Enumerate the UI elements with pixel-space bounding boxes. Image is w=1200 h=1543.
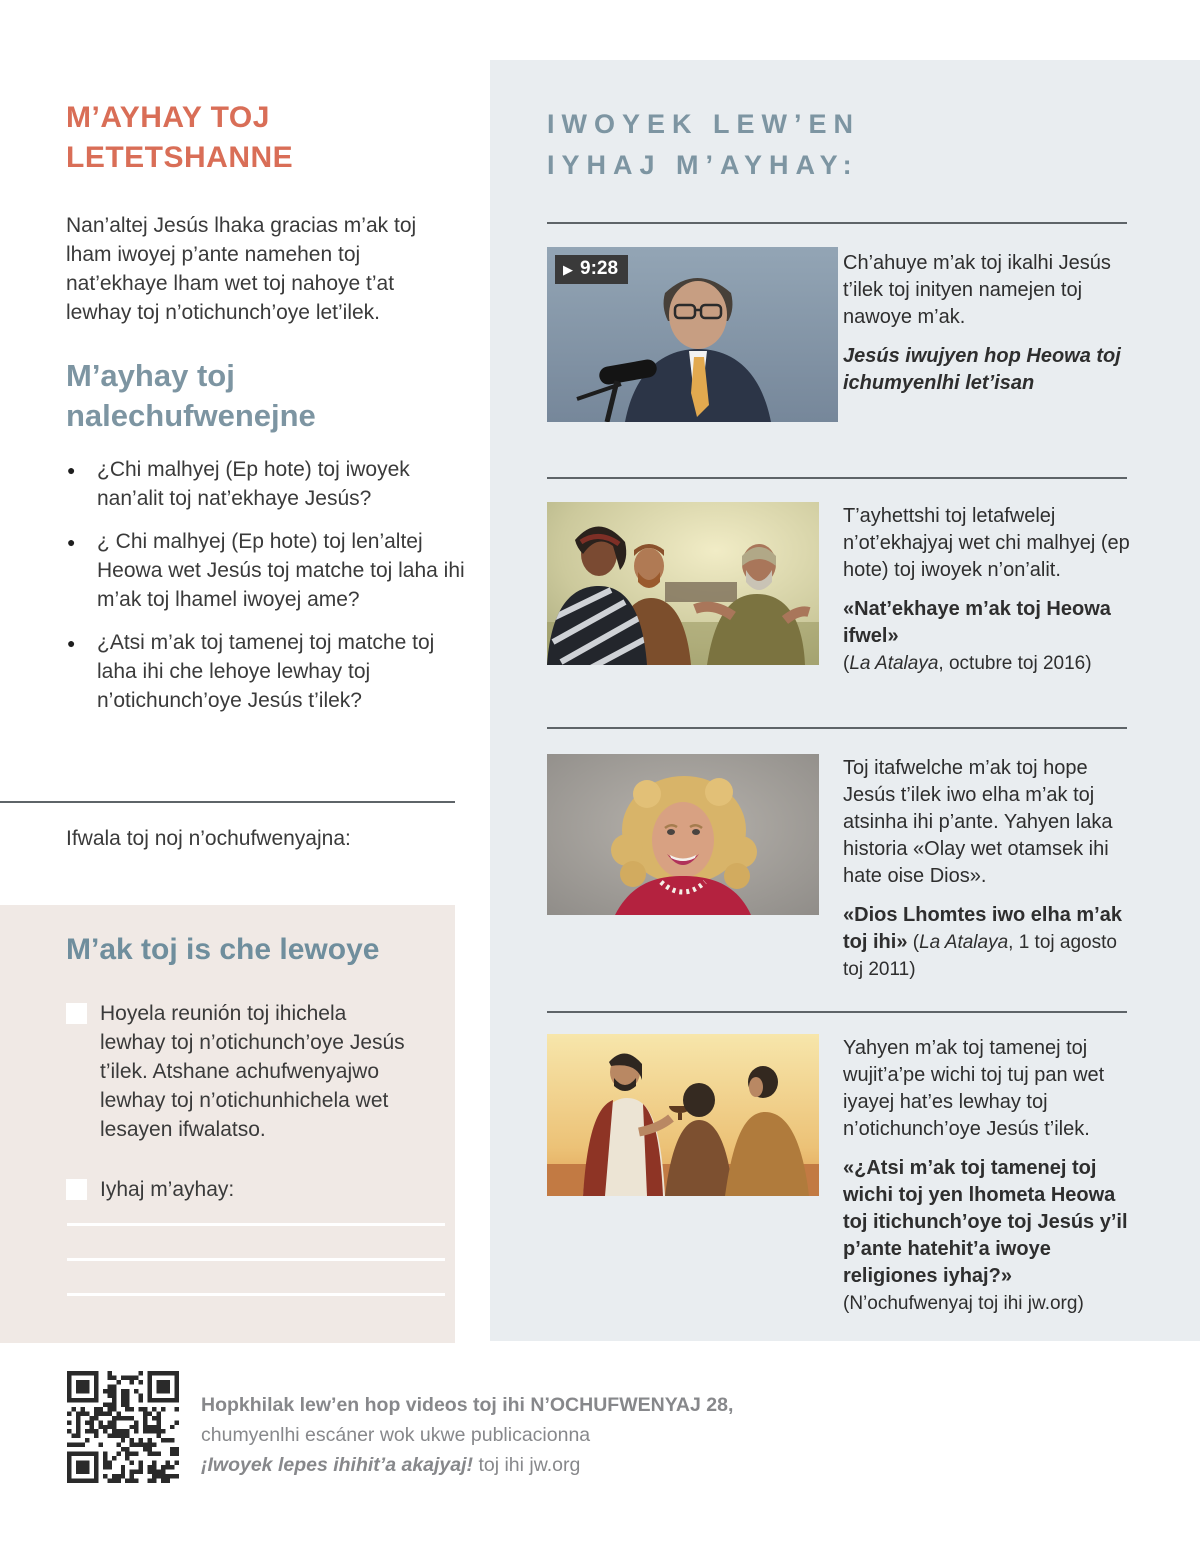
noah-illustration-image xyxy=(547,502,819,665)
media-panel-title xyxy=(547,104,860,186)
todo-box-title: M’ak toj is che lewoye xyxy=(66,933,380,966)
write-line[interactable] xyxy=(67,1293,445,1296)
video-duration: 9:28 xyxy=(580,258,619,279)
write-line[interactable] xyxy=(67,1223,445,1226)
media-panel-title-line1: IWOYEK LEW’EN xyxy=(547,109,860,139)
reference-title: «¿Atsi m’ak toj tamenej toj wichi toj yen lhometa Heowa toj itichunch’oye toj Jesús y’il p’ante hatehit’a iwoye religiones iyhaj?» xyxy=(843,1157,1128,1287)
todo-item xyxy=(66,999,414,1144)
left-divider xyxy=(0,801,455,803)
media-item-reference: Jesús iwujyen hop Heowa toj ichumyenlhi let’isan xyxy=(843,345,1121,394)
reference-source xyxy=(843,650,1139,677)
question-item: ● ¿Atsi m’ak toj tamenej toj matche toj laha ihi che lehoye lewhay toj n’otichunch’oye Jesús t’ilek? xyxy=(66,628,468,715)
todo-item-label: Hoyela reunión toj ihichela lewhay toj n’otichunch’oye Jesús t’ilek. Atshane achufwenyajwo lewhay toj n’otichunhichela wet lesayen ifwalatso. xyxy=(100,1002,405,1141)
video-thumbnail[interactable] xyxy=(547,247,838,422)
reference-source-pre: ( xyxy=(907,932,920,953)
panel-divider xyxy=(547,1011,1127,1013)
checkbox[interactable] xyxy=(66,1003,87,1024)
panel-divider xyxy=(547,477,1127,479)
jesus-breaking-bread-image xyxy=(547,1034,819,1196)
media-item-body: Toj itafwelche m’ak toj hope Jesús t’ilek iwo elha m’ak toj atsinha ihi p’ante. Yahyen laka historia «Olay wet otamsek ihi hate oise Dios». xyxy=(843,757,1113,887)
footer-line: Hopkhilak lew’en hop videos toj ihi N’OCHUFWENYAJ 28, xyxy=(201,1394,734,1416)
media-item-body: T’ayhettshi toj letafwelej n’ot’ekhajyaj wet chi malhyej (ep hote) toj iwoyek n’on’alit. xyxy=(843,505,1130,581)
reference-source-publication: La Atalaya xyxy=(849,653,939,674)
question-item: ● ¿Chi malhyej (Ep hote) toj iwoyek nan’alit toj nat’ekhaye Jesús? xyxy=(66,455,468,513)
intro-paragraph: Nan’altej Jesús lhaka gracias m’ak toj lham iwoyej p’ante namehen toj nat’ekhaye lham wet toj nahoye t’at lewhay toj n’otichunch’oye let’ilek. xyxy=(66,214,417,324)
todo-item-label: Iyhaj m’ayhay: xyxy=(100,1178,235,1201)
media-panel-title-line2: IYHAJ M’AYHAY: xyxy=(547,150,859,180)
footer-callout: ¡Iwoyek lepes ihihit’a akajyaj! xyxy=(201,1454,474,1476)
completion-date-label: Ifwala toj noj n’ochufwenyajna: xyxy=(66,827,351,850)
question-item: ● ¿ Chi malhyej (Ep hote) toj len’altej Heowa wet Jesús toj matche toj laha ihi m’ak toj lhamel iwoyej ame? xyxy=(66,527,468,614)
media-item-text xyxy=(843,755,1139,983)
footer-note xyxy=(201,1390,821,1480)
footer-url: toj ihi jw.org xyxy=(473,1454,581,1476)
questions-list xyxy=(66,455,468,729)
qr-code-image xyxy=(67,1371,179,1483)
checkbox[interactable] xyxy=(66,1179,87,1200)
media-item-reference xyxy=(843,902,1139,983)
video-duration-badge xyxy=(555,255,628,284)
media-item-body: Yahyen m’ak toj tamenej toj wujit’a’pe wichi toj tuj pan wet iyayej hat’es lewhay toj n’otichunch’oye Jesús t’ilek. xyxy=(843,1037,1105,1140)
reference-source-post: , 1 toj agosto toj 2011) xyxy=(843,932,1117,980)
media-item-text xyxy=(843,1035,1139,1317)
reference-source: (N’ochufwenyaj toj ihi jw.org) xyxy=(843,1293,1084,1314)
media-item-text xyxy=(843,250,1139,397)
footer-line: chumyenlhi escáner wok ukwe publicacionna xyxy=(201,1424,591,1446)
reference-title: «Nat’ekhaye m’ak toj Heowa ifwel» xyxy=(843,598,1111,647)
reference-source-pre: ( xyxy=(843,653,850,674)
media-panel xyxy=(490,60,1200,1341)
page-title: M’AYHAY TOJ LETETSHANNE xyxy=(66,101,294,174)
write-line[interactable] xyxy=(67,1258,445,1261)
article-thumbnail[interactable] xyxy=(547,754,819,915)
reference-source-publication: La Atalaya xyxy=(919,932,1009,953)
reference-source-post: , octubre toj 2016) xyxy=(938,653,1092,674)
todo-box xyxy=(0,905,455,1343)
panel-divider xyxy=(547,222,1127,224)
questions-heading: M’ayhay toj nalechufwenejne xyxy=(66,358,316,433)
media-item-body: Ch’ahuye m’ak toj ikalhi Jesús t’ilek toj inityen namejen toj nawoye m’ak. xyxy=(843,252,1111,328)
play-icon: ▶ xyxy=(563,261,573,277)
media-item-reference xyxy=(843,596,1139,677)
smiling-woman-photo-image xyxy=(547,754,819,915)
reference-title: «Dios Lhomtes iwo elha m’ak toj ihi» xyxy=(843,904,1122,953)
media-item-reference xyxy=(843,1155,1139,1317)
todo-item xyxy=(66,1175,414,1204)
article-thumbnail[interactable] xyxy=(547,502,819,665)
panel-divider xyxy=(547,727,1127,729)
qr-code xyxy=(67,1371,179,1483)
media-item-text xyxy=(843,503,1139,677)
article-thumbnail[interactable] xyxy=(547,1034,819,1196)
footer-line xyxy=(201,1450,821,1480)
